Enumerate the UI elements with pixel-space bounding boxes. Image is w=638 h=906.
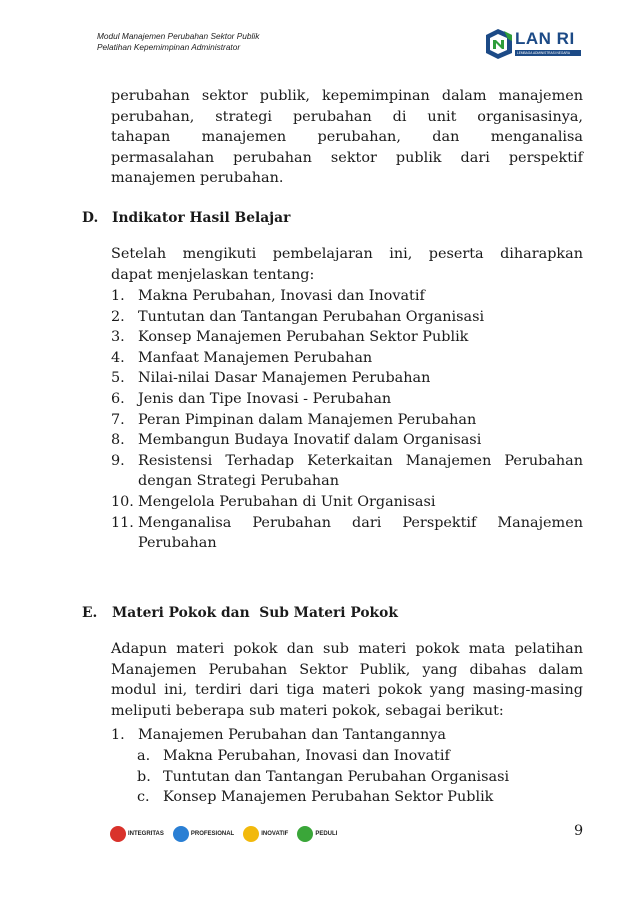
- section-e-intro-line: Adapun materi pokok dan sub materi pokok mata pelatihan: [111, 641, 583, 657]
- list-letter: a.: [137, 748, 151, 764]
- running-header: [97, 31, 259, 53]
- list-text: Tuntutan dan Tantangan Perubahan Organisasi: [163, 768, 510, 785]
- intro-line: permasalahan perubahan sektor publik dari perspektif: [111, 149, 583, 166]
- core-values-footer: [110, 820, 341, 848]
- inovatif-icon: [243, 826, 259, 842]
- learning-indicators-list: [111, 286, 583, 554]
- list-number: 4.: [111, 349, 125, 366]
- badge-inovatif: [243, 825, 292, 843]
- lan-logo-mark-icon: [484, 27, 514, 61]
- list-number: 3.: [111, 329, 125, 346]
- list-number: 6.: [111, 390, 125, 407]
- list-item: [111, 327, 583, 348]
- main-topics-list: [111, 725, 583, 746]
- list-text: Nilai-nilai Dasar Manajemen Perubahan: [138, 370, 431, 387]
- section-e-intro: [111, 639, 583, 721]
- list-number: 1.: [111, 288, 125, 304]
- section-e-title: Materi Pokok dan Sub Materi Pokok: [112, 605, 398, 621]
- intro-line: tahapan manajemen perubahan, dan menganalisa: [111, 129, 583, 146]
- list-text: Makna Perubahan, Inovasi dan Inovatif: [163, 748, 450, 764]
- badge-label: INOVATIF: [261, 831, 289, 837]
- list-letter: b.: [137, 768, 151, 785]
- list-text: Membangun Budaya Inovatif dalam Organisasi: [138, 432, 482, 449]
- list-text: Manajemen Perubahan dan Tantangannya: [138, 727, 446, 743]
- section-d-title: Indikator Hasil Belajar: [112, 210, 291, 226]
- section-d-intro-line: Setelah mengikuti pembelajaran ini, peserta diharapkan: [111, 246, 583, 262]
- intro-line: manajemen perubahan.: [111, 170, 284, 187]
- profesional-icon: [173, 826, 189, 842]
- list-text: Manfaat Manajemen Perubahan: [138, 349, 373, 366]
- list-item: [111, 513, 583, 554]
- section-d-letter: D.: [82, 210, 99, 226]
- badge-profesional: [173, 825, 238, 843]
- logo-title: LAN RI: [515, 29, 575, 48]
- list-text: Peran Pimpinan dalam Manajemen Perubahan: [138, 411, 477, 428]
- sub-topics-list: [137, 746, 583, 808]
- badge-label: PEDULI: [315, 831, 338, 837]
- section-e-intro-line: modul ini, terdiri dari tiga materi pokok yang masing-masing: [111, 682, 583, 699]
- badge-label: INTEGRITAS: [128, 831, 164, 837]
- list-item: [111, 725, 583, 746]
- section-e-letter: E.: [82, 605, 98, 621]
- list-text: Makna Perubahan, Inovasi dan Inovatif: [138, 288, 425, 304]
- list-item: [111, 389, 583, 410]
- intro-paragraph: [111, 86, 583, 189]
- list-item: [111, 410, 583, 431]
- list-item: [137, 746, 583, 767]
- intro-line: perubahan sektor publik, kepemimpinan dalam manajemen: [111, 88, 583, 104]
- integritas-icon: [110, 826, 126, 842]
- section-d-heading: [82, 210, 290, 226]
- list-item: [111, 492, 583, 513]
- list-letter: c.: [137, 789, 150, 806]
- list-number: 8.: [111, 432, 125, 449]
- list-text: Jenis dan Tipe Inovasi - Perubahan: [138, 390, 392, 407]
- list-item: [111, 430, 583, 451]
- list-text: Menganalisa Perubahan dari Perspektif Manajemen Perubahan: [138, 514, 583, 552]
- list-number: 5.: [111, 370, 125, 387]
- list-text: Konsep Manajemen Perubahan Sektor Publik: [163, 789, 494, 806]
- list-item: [111, 286, 583, 307]
- list-item: [111, 307, 583, 328]
- list-text: Resistensi Terhadap Keterkaitan Manajemen Perubahan dengan Strategi Perubahan: [138, 452, 583, 490]
- section-e-heading: [82, 605, 398, 621]
- list-number: 2.: [111, 308, 125, 325]
- header-training-title: Pelatihan Kepemimpinan Administrator: [97, 42, 241, 52]
- list-item: [111, 451, 583, 492]
- list-text: Mengelola Perubahan di Unit Organisasi: [138, 493, 436, 510]
- list-number: 7.: [111, 411, 125, 428]
- list-item: [111, 368, 583, 389]
- badge-integritas: [110, 825, 168, 843]
- badge-peduli: [297, 825, 341, 843]
- header-module-title: Modul Manajemen Perubahan Sektor Publik: [97, 31, 260, 41]
- lan-ri-logo: [484, 27, 584, 63]
- list-number: 11.: [111, 514, 134, 531]
- section-d-intro: [111, 244, 583, 285]
- list-item: [111, 348, 583, 369]
- page-number: 9: [574, 823, 584, 839]
- list-text: Tuntutan dan Tantangan Perubahan Organisasi: [138, 308, 485, 325]
- list-number: 9.: [111, 452, 125, 469]
- list-number: 10.: [111, 493, 134, 510]
- section-e-intro-line: Manajemen Perubahan Sektor Publik, yang dibahas dalam: [111, 661, 583, 678]
- section-d-intro-line: dapat menjelaskan tentang:: [111, 266, 315, 283]
- list-item: [137, 787, 583, 808]
- list-item: [137, 767, 583, 788]
- list-number: 1.: [111, 727, 125, 743]
- intro-line: perubahan, strategi perubahan di unit organisasinya,: [111, 108, 583, 125]
- logo-subtitle: LEMBAGA ADMINISTRASI NEGARA: [515, 50, 581, 56]
- peduli-icon: [297, 826, 313, 842]
- list-text: Konsep Manajemen Perubahan Sektor Publik: [138, 329, 469, 346]
- badge-label: PROFESIONAL: [190, 831, 235, 837]
- section-e-intro-line: meliputi beberapa sub materi pokok, sebagai berikut:: [111, 702, 504, 719]
